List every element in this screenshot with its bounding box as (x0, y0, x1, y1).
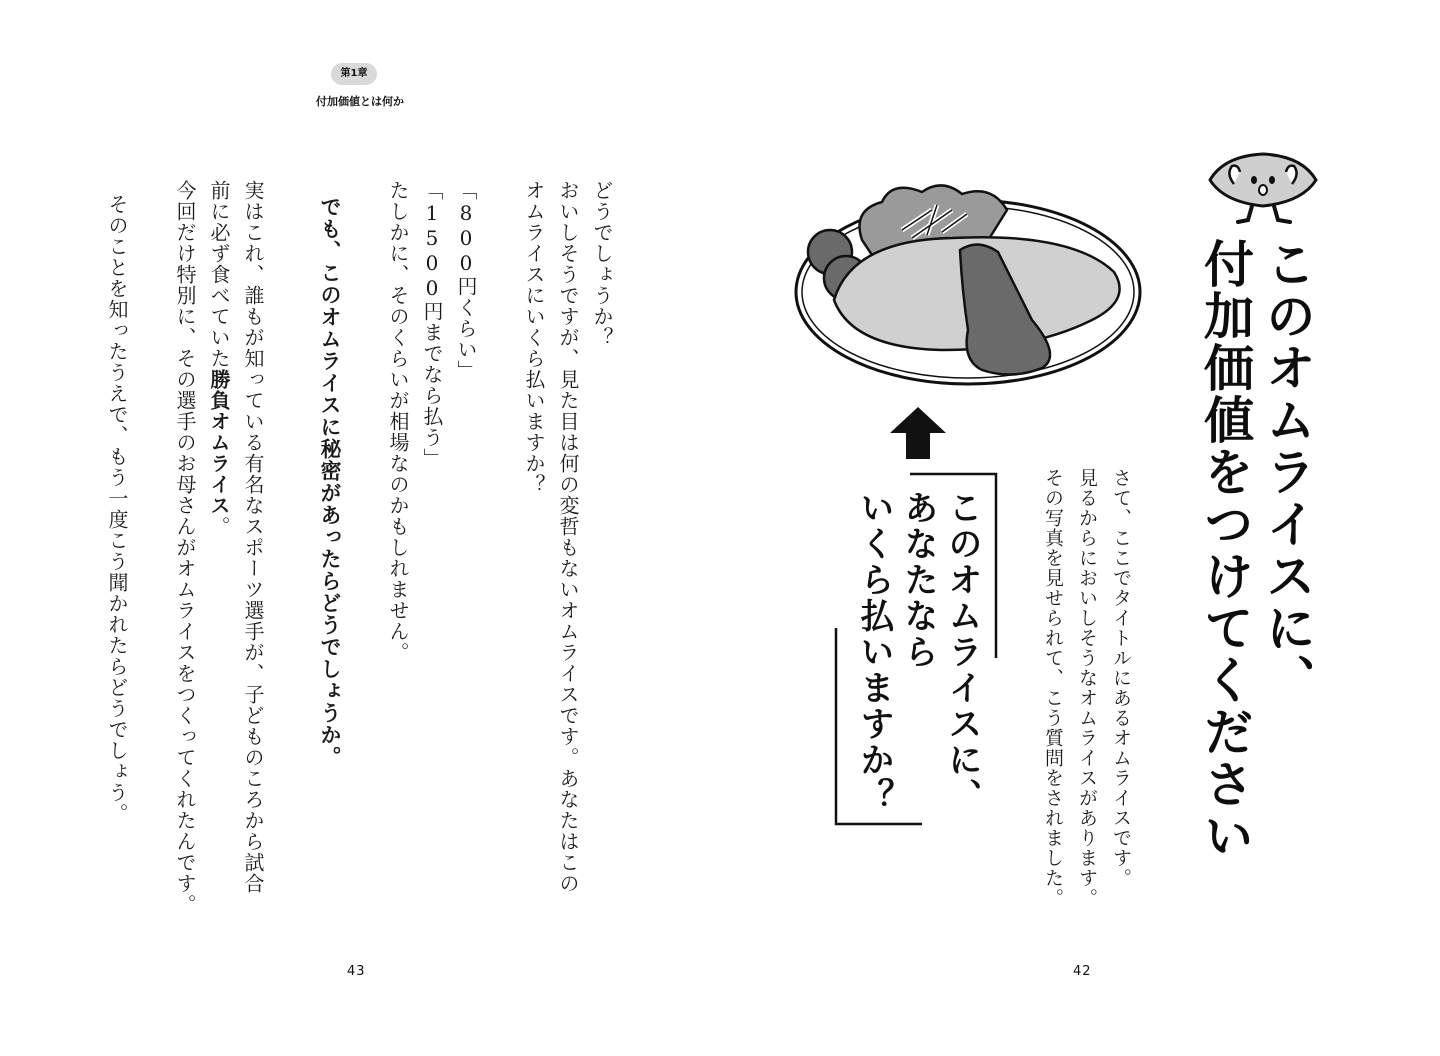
title-line-1: このオムライスに、 (1258, 238, 1316, 706)
left-quote-1: 「800円くらい」 (454, 180, 478, 381)
left-p2-line2-post: 。 (207, 516, 231, 537)
callout-line-2: あなたなら (898, 490, 938, 670)
left-p2-line2-bold: 勝負オムライス (207, 369, 231, 516)
left-p2-line3: 今回だけ特別に、その選手のお母さんがオムライスをつくってくれたんです。 (173, 180, 197, 915)
right-body-line2: 見るからにおいしそうなオムライスがあります。 (1076, 468, 1098, 908)
left-p2-line2-pre: 前に必ず食べていた (207, 180, 231, 369)
callout-line-3: いくら払いますか？ (854, 490, 894, 814)
callout-line-1: このオムライスに、 (942, 490, 982, 814)
mascot-character-icon (1204, 150, 1322, 228)
right-body-line3: その写真を見せられて、こう質問をされました。 (1042, 468, 1064, 908)
left-p1-line3: オムライスにいくら払いますか？ (522, 180, 546, 495)
arrow-up-icon (888, 405, 948, 461)
right-body-line1: さて、ここでタイトルにあるオムライスです。 (1110, 468, 1132, 888)
left-emphasis: でも、このオムライスに秘密があったらどうでしょうか。 (318, 196, 342, 768)
page-number-right: 42 (1073, 964, 1092, 979)
left-p2-line2 (202, 180, 236, 537)
chapter-tag: 第1章 (331, 63, 377, 85)
left-p1-line1: どうでしょうか？ (590, 180, 614, 348)
chapter-title: 付加価値とは何か (316, 95, 404, 108)
left-quote-2: 「1500円までなら払う」 (420, 180, 444, 469)
omurice-plate-illustration (792, 180, 1152, 400)
left-line-after-quotes: たしかに、そのくらいが相場なのかもしれません。 (386, 180, 410, 663)
title-line-2: 付加価値をつけてください (1196, 238, 1254, 862)
page-number-left: 43 (347, 964, 366, 979)
left-p2-line1: 実はこれ、誰もが知っている有名なスポーツ選手が、子どものころから試合 (241, 180, 265, 894)
left-p2-line4: そのことを知ったうえで、もう一度こう聞かれたらどうでしょう。 (105, 194, 129, 824)
left-p1-line2: おいしそうですが、見た目は何の変哲もないオムライスです。あなたはこの (556, 180, 580, 894)
